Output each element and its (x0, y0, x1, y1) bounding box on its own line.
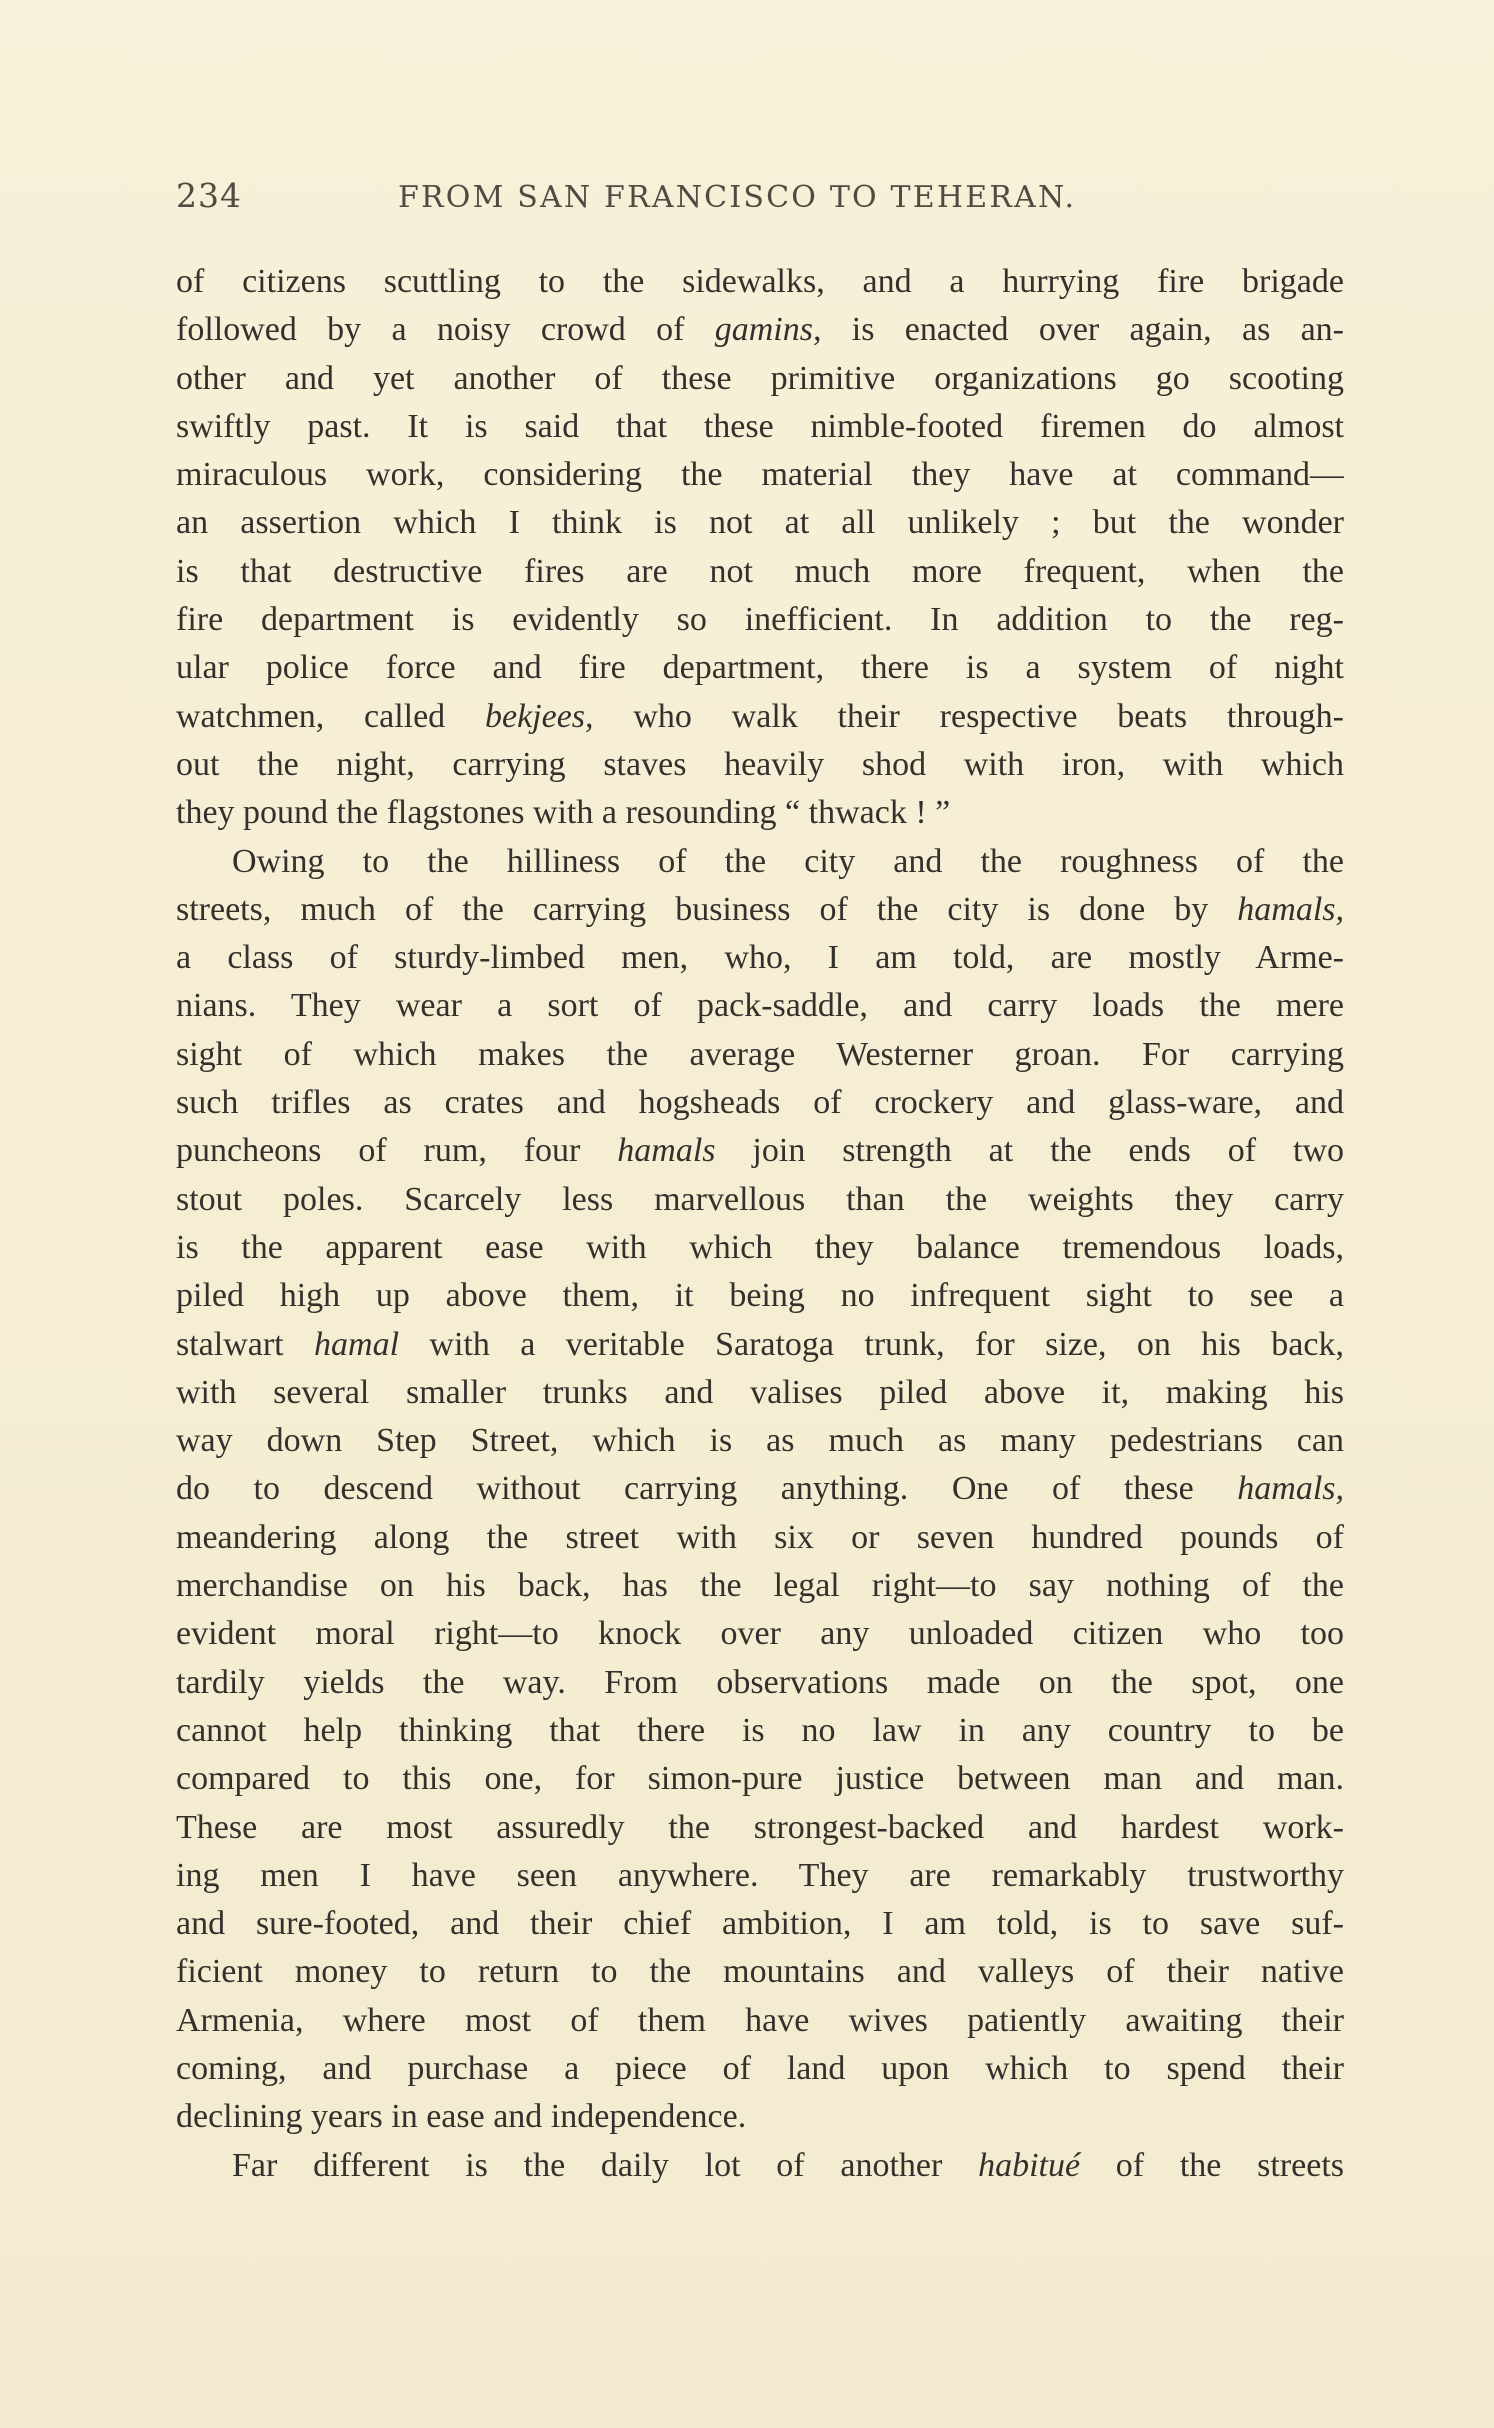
text-line: tardily yields the way. From observations made on the spot, one (176, 1663, 1344, 1701)
text-line: cannot help thinking that there is no law in any country to be (176, 1711, 1344, 1749)
text-line: a class of sturdy-limbed men, who, I am told, are mostly Arme- (176, 939, 1344, 977)
text-line (176, 693, 1344, 741)
text-line: swiftly past. It is said that these nimble-footed firemen do almost (176, 407, 1344, 445)
text-span: Far different is the daily lot of another (232, 2146, 979, 2184)
text-line: These are most assuredly the strongest-backed and hardest work- (176, 1808, 1344, 1846)
text-line: with several smaller trunks and valises piled above it, making his (176, 1373, 1344, 1411)
text-line: way down Step Street, which is as much as many pedestrians can (176, 1422, 1344, 1460)
text-line: merchandise on his back, has the legal right—to say nothing of the (176, 1567, 1344, 1605)
italic-word: hamals, (1237, 890, 1344, 928)
italic-word: hamals, (1237, 1470, 1344, 1508)
page-header (176, 176, 1344, 236)
paragraph-start-line (176, 2142, 1344, 2190)
paragraph-start-line: Owing to the hilliness of the city and the roughness of the (232, 842, 1344, 880)
italic-word: hamal (314, 1325, 400, 1363)
text-line: fire department is evidently so inefficient. In addition to the reg- (176, 601, 1344, 639)
text-line: Armenia, where most of them have wives patiently awaiting their (176, 2001, 1344, 2039)
text-line: is that destructive fires are not much more frequent, when the (176, 552, 1344, 590)
body-text (176, 258, 1344, 2190)
text-line (176, 1321, 1344, 1369)
text-span: do to descend without carrying anything. One of these (176, 1470, 1238, 1508)
text-span: followed by a noisy crowd of (176, 311, 715, 349)
text-line: an assertion which I think is not at all unlikely ; but the wonder (176, 504, 1344, 542)
text-line (176, 1465, 1344, 1513)
italic-word: gamins, (714, 311, 822, 349)
italic-word: hamals (617, 1132, 716, 1170)
text-span: with a veritable Saratoga trunk, for size, on his back, (399, 1325, 1344, 1363)
italic-word: habitué (978, 2146, 1081, 2184)
text-line: other and yet another of these primitive organizations go scooting (176, 359, 1344, 397)
text-span: streets, much of the carrying business of the city is done by (176, 890, 1238, 928)
text-span: join strength at the ends of two (715, 1132, 1344, 1170)
text-line: compared to this one, for simon-pure justice between man and man. (176, 1760, 1344, 1798)
text-line: evident moral right—to knock over any unloaded citizen who too (176, 1615, 1344, 1653)
text-line: nians. They wear a sort of pack-saddle, and carry loads the mere (176, 987, 1344, 1025)
text-line: out the night, carrying staves heavily shod with iron, with which (176, 745, 1344, 783)
text-span: who walk their respective beats through- (593, 697, 1344, 735)
text-line: and sure-footed, and their chief ambition, I am told, is to save suf- (176, 1905, 1344, 1943)
italic-word: bekjees, (484, 697, 594, 735)
text-line: miraculous work, considering the material they have at command— (176, 456, 1344, 494)
text-span: is enacted over again, as an- (821, 311, 1344, 349)
text-line: such trifles as crates and hogsheads of crockery and glass-ware, and (176, 1084, 1344, 1122)
text-line: declining years in ease and independence. (176, 2098, 747, 2136)
text-line: coming, and purchase a piece of land upon which to spend their (176, 2049, 1344, 2087)
text-line (176, 1127, 1344, 1175)
text-line: sight of which makes the average Westerner groan. For carrying (176, 1035, 1344, 1073)
text-line: ular police force and fire department, there is a system of night (176, 649, 1344, 687)
text-line: piled high up above them, it being no infrequent sight to see a (176, 1277, 1344, 1315)
text-span: stalwart (176, 1325, 315, 1363)
text-span: puncheons of rum, four (176, 1132, 618, 1170)
text-line: ing men I have seen anywhere. They are remarkably trustworthy (176, 1856, 1344, 1894)
page-number: 234 (176, 176, 242, 215)
text-line: they pound the flagstones with a resounding “ thwack ! ” (176, 794, 951, 832)
text-line: stout poles. Scarcely less marvellous than the weights they carry (176, 1180, 1344, 1218)
text-line: is the apparent ease with which they balance tremendous loads, (176, 1228, 1344, 1266)
text-span: of the streets (1080, 2146, 1344, 2184)
text-line: ficient money to return to the mountains and valleys of their native (176, 1953, 1344, 1991)
text-line (176, 306, 1344, 354)
text-line: of citizens scuttling to the sidewalks, and a hurrying fire brigade (176, 263, 1344, 300)
running-head: FROM SAN FRANCISCO TO TEHERAN. (398, 180, 1077, 215)
text-line (176, 886, 1344, 934)
text-span: watchmen, called (176, 697, 485, 735)
text-line: meandering along the street with six or seven hundred pounds of (176, 1518, 1344, 1556)
